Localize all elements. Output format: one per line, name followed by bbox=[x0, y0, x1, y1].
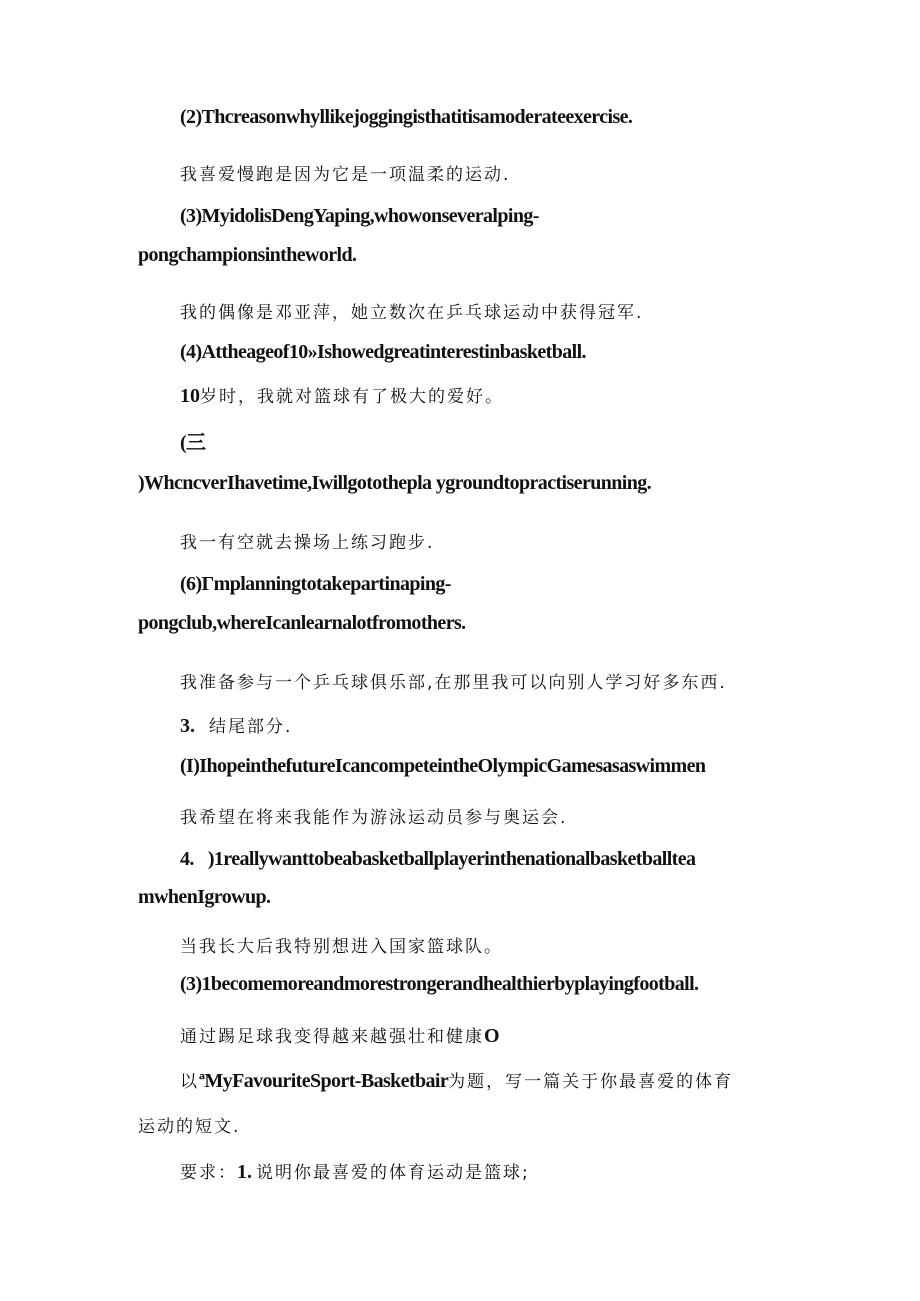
requirement-number-1: 1. bbox=[237, 1161, 252, 1183]
line-example-5-en: )WhcncverIhavetime,Iwillgotothepla ygroundtopractiserunning. bbox=[138, 472, 652, 494]
line-example-2-zh: 我喜爱慢跑是因为它是一项温柔的运动. bbox=[180, 165, 511, 185]
line-ending-2-en-part1 bbox=[180, 848, 695, 871]
requirements-line bbox=[180, 1158, 530, 1184]
writing-task-line-1 bbox=[180, 1067, 733, 1093]
age-number: 10 bbox=[180, 385, 200, 407]
line-example-5-zh: 我一有空就去操场上练习跑步. bbox=[180, 533, 435, 553]
line-example-4-zh-text: 岁时，我就对篮球有了极大的爱好。 bbox=[200, 387, 504, 407]
line-example-3-en-part2: pongchampionsintheworld. bbox=[138, 244, 357, 266]
line-ending-2-en-part2: mwhenIgrowup. bbox=[138, 886, 271, 908]
line-ending-2-zh: 当我长大后我特别想进入国家篮球队。 bbox=[180, 937, 503, 957]
line-example-6-en-part2: pongclub,whereIcanlearnalotfromothers. bbox=[138, 612, 466, 634]
requirements-label: 要求： bbox=[180, 1163, 237, 1183]
task-title-en: ªMyFavouriteSport-Basketbair bbox=[199, 1070, 449, 1092]
section-3-heading bbox=[180, 712, 292, 738]
line-ending-3-zh-text: 通过踢足球我变得越来越强壮和健康 bbox=[180, 1027, 484, 1047]
writing-task-line-2: 运动的短文. bbox=[138, 1117, 241, 1137]
line-example-4-en: (4)Attheageof10»Ishowedgreatinterestinbasketball. bbox=[180, 341, 586, 363]
line-ending-3-en: (3)1becomemoreandmorestrongerandhealthierbyplayingfootball. bbox=[180, 973, 699, 995]
line-example-5-marker: (三 bbox=[180, 432, 206, 454]
line-ending-2-en-text: )1reallywanttobeabasketballplayerinthenationalbasketballtea bbox=[207, 848, 696, 870]
line-example-3-en-part1: (3)MyidolisDengYaping,whowonseveralping- bbox=[180, 205, 539, 227]
line-ending-1-en: (I)IhopeinthefutureIcancompeteintheOlympicGamesasaswimmen bbox=[180, 755, 706, 777]
task-text: 为题，写一篇关于你最喜爱的体育 bbox=[448, 1072, 734, 1092]
line-ending-3-zh bbox=[180, 1022, 500, 1048]
stray-letter-o: O bbox=[484, 1025, 500, 1047]
line-ending-1-zh: 我希望在将来我能作为游泳运动员参与奥运会. bbox=[180, 808, 568, 828]
line-example-6-zh: 我准备参与一个乒乓球俱乐部,在那里我可以向别人学习好多东西. bbox=[180, 673, 727, 693]
line-example-3-zh: 我的偶像是邓亚萍，她立数次在乒乓球运动中获得冠军. bbox=[180, 303, 644, 323]
line-example-6-en-part1: (6)Γmplanningtotakepartinaping- bbox=[180, 573, 451, 595]
line-example-2-en: (2)Thcreasonwhyllikejoggingisthatitisamoderateexercise. bbox=[180, 106, 633, 128]
section-number-3: 3. bbox=[180, 715, 195, 737]
line-example-4-zh bbox=[180, 382, 504, 408]
requirement-1-text: 说明你最喜爱的体育运动是篮球; bbox=[256, 1163, 530, 1183]
section-3-title: 结尾部分. bbox=[209, 717, 293, 737]
item-number-4: 4. bbox=[180, 848, 194, 870]
task-prefix: 以 bbox=[180, 1072, 199, 1092]
